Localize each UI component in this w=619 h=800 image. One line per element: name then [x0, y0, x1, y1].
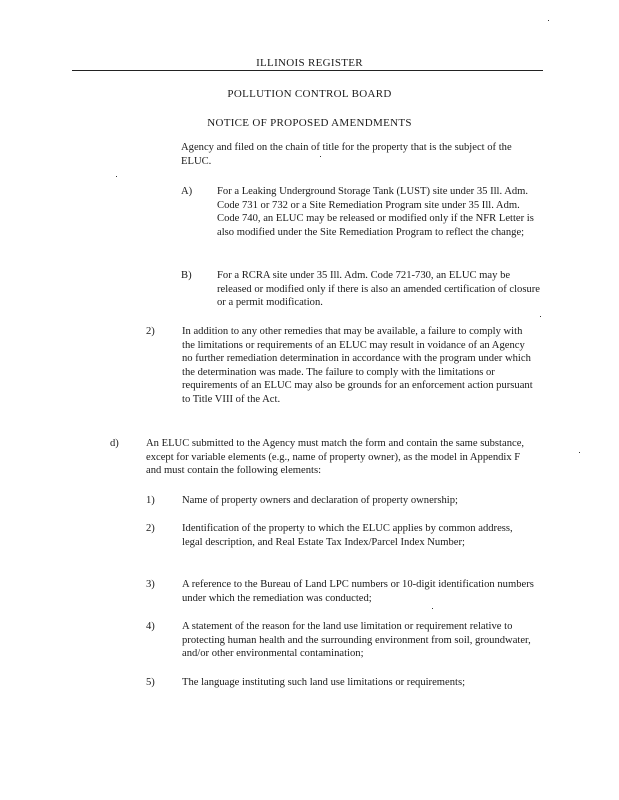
- agency-name: POLLUTION CONTROL BOARD: [227, 88, 392, 100]
- item-b-marker: B): [181, 270, 192, 281]
- item-d-marker: d): [110, 438, 119, 449]
- scan-speck: [432, 608, 433, 609]
- element-1-marker: 1): [146, 495, 155, 506]
- scan-speck: [579, 452, 580, 453]
- scan-speck: [116, 176, 117, 177]
- register-title: ILLINOIS REGISTER: [256, 57, 363, 69]
- item-b-text: For a RCRA site under 35 Ill. Adm. Code 721-730, an ELUC may be released or modified only if there is also an amended certification of closure or a permit modification.: [217, 270, 540, 308]
- element-3-text: A reference to the Bureau of Land LPC numbers or 10-digit identification numbers under which the remediation was conducted;: [182, 579, 534, 604]
- item-a-text: For a Leaking Underground Storage Tank (LUST) site under 35 Ill. Adm. Code 731 or 732 or a Site Remediation Program site under 35 Ill. Adm. Code 740, an ELUC may be released or modified only if the NFR Letter is also modified under the Site Remediation Program to reflect the change;: [217, 186, 534, 238]
- element-5-marker: 5): [146, 677, 155, 688]
- scan-speck: [548, 20, 549, 21]
- item-a-marker: A): [181, 186, 193, 197]
- item-2-marker: 2): [146, 326, 155, 337]
- element-3-marker: 3): [146, 579, 155, 590]
- header-rule: [72, 70, 543, 71]
- element-4-text: A statement of the reason for the land use limitation or requirement relative to protecting human health and the surrounding environment from soil, groundwater, and/or other environmental contamination;: [182, 621, 531, 659]
- scan-speck: [540, 316, 541, 317]
- element-1-text: Name of property owners and declaration of property ownership;: [182, 495, 458, 506]
- element-5-text: The language instituting such land use limitations or requirements;: [182, 677, 466, 688]
- element-2-marker: 2): [146, 523, 155, 534]
- element-2-text: Identification of the property to which the ELUC applies by common address, legal description, and Real Estate Tax Index/Parcel Index Number;: [182, 523, 513, 548]
- element-4-marker: 4): [146, 621, 155, 632]
- item-d-text: An ELUC submitted to the Agency must match the form and contain the same substance, except for variable elements (e.g., name of property owner), as the model in Appendix F and must contain the following elements:: [146, 438, 525, 476]
- intro-paragraph: Agency and filed on the chain of title for the property that is the subject of the ELUC.: [181, 142, 512, 167]
- scan-speck: [320, 156, 321, 157]
- notice-title: NOTICE OF PROPOSED AMENDMENTS: [207, 117, 412, 129]
- item-2-text: In addition to any other remedies that may be available, a failure to comply with the limitations or requirements of an ELUC may result in voidance of an Agency no further remediation determination in accordance with the program under which the determination was made. The failure to comply with the limitations or requirements of an ELUC may also be grounds for an enforcement action pursuant to Title VIII of the Act.: [182, 326, 533, 405]
